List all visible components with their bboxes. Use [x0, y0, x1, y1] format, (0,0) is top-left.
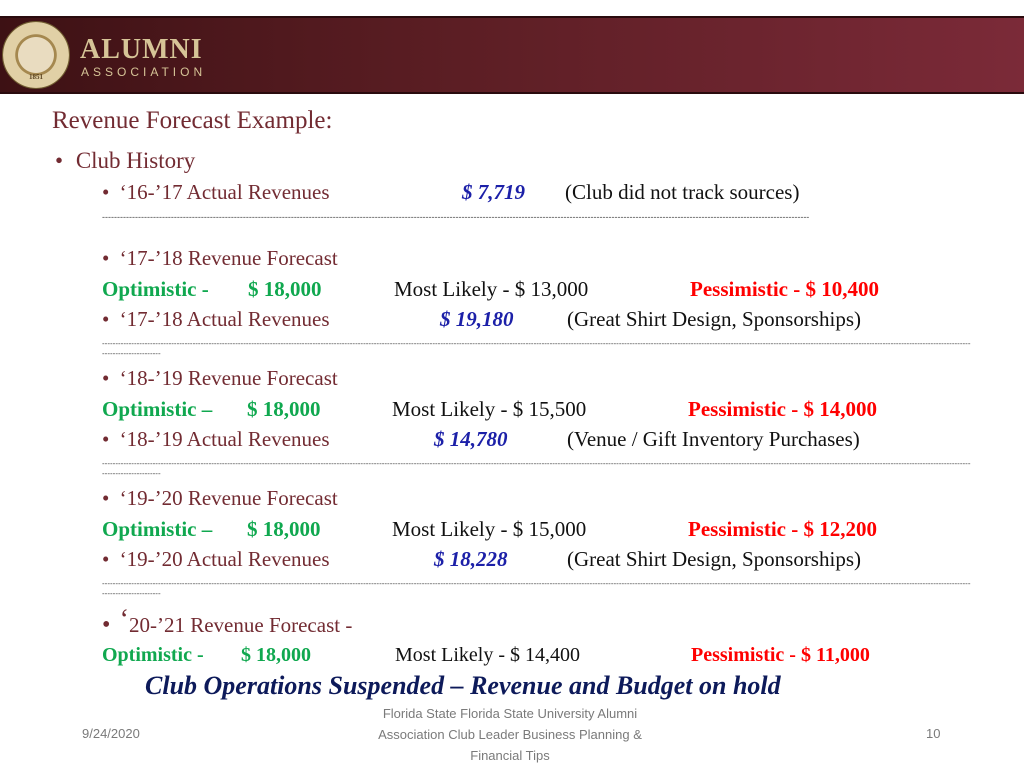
actual-amount: $ 18,228: [434, 547, 508, 571]
pessimistic: Pessimistic - $ 11,000: [691, 644, 870, 666]
most-likely: Most Likely - $ 13,000: [394, 277, 589, 301]
bullet-icon: •: [102, 486, 110, 510]
conclusion-statement: Club Operations Suspended – Revenue and Budget on hold: [145, 671, 781, 700]
footer-date: 9/24/2020: [82, 726, 140, 741]
bullet-icon: •: [102, 307, 110, 331]
pessimistic: Pessimistic - $ 12,200: [688, 517, 877, 541]
optimistic-label: Optimistic -: [102, 644, 204, 666]
bullet-icon: •: [102, 427, 110, 451]
row-label: ‘17-’18 Actual Revenues: [119, 307, 330, 331]
forecast-20-21-row: [102, 604, 353, 638]
footer-title-line: Financial Tips: [470, 748, 550, 763]
row-label: ‘18-’19 Revenue Forecast: [119, 366, 338, 390]
actual-note: (Club did not track sources): [565, 180, 800, 204]
footer-title: [340, 703, 680, 766]
most-likely: Most Likely - $ 15,500: [392, 397, 587, 421]
forecast-19-20-row: [102, 488, 338, 509]
logo-title: ALUMNI: [80, 34, 203, 65]
separator-line: ------------------------------------------------------------------------------------------------------------------------------------------------------------------------------------------------------------------------------------------------------------------------------------------------------------------------------------------------------------: [102, 339, 971, 358]
most-likely: Most Likely - $ 15,000: [392, 517, 587, 541]
bullet-icon: •: [102, 366, 110, 390]
forecast-18-19-row: [102, 368, 338, 389]
page-number: 10: [926, 726, 941, 741]
actual-19-20-row: [102, 549, 330, 570]
separator-line: ------------------------------------------------------------------------------------------------------------------------------------------------------------------------------------------------------------------------------------------------------------------------------------------------------------------------------------------------------------: [102, 579, 971, 598]
optimistic-value: $ 18,000: [248, 277, 322, 301]
bullet-icon: •: [102, 612, 111, 638]
section-label: Club History: [75, 148, 196, 173]
university-seal-logo: [2, 21, 70, 89]
actual-18-19-row: [102, 429, 330, 450]
bullet-icon: •: [102, 180, 110, 204]
row-label: ‘16-’17 Actual Revenues: [119, 180, 330, 204]
optimistic-value: $ 18,000: [241, 644, 311, 666]
optimistic-value: $ 18,000: [247, 517, 321, 541]
most-likely: Most Likely - $ 14,400: [395, 644, 580, 666]
footer-title-line: Association Club Leader Business Planning &: [378, 727, 642, 742]
actual-amount: $ 19,180: [440, 307, 514, 331]
forecast-17-18-row: [102, 248, 338, 269]
row-label: 20-’21 Revenue Forecast -: [128, 613, 353, 637]
actual-amount: $ 7,719: [462, 180, 525, 204]
row-label: ‘17-’18 Revenue Forecast: [119, 246, 338, 270]
footer-title-line: Florida State Florida State University Alumni: [382, 706, 638, 721]
separator-line: ------------------------------------------------------------------------------------------------------------------------------------------------------------------------------------------------------------------------------------------------------------------------------------------------------------------------------------------------------------: [102, 459, 971, 478]
actual-note: (Great Shirt Design, Sponsorships): [567, 307, 861, 331]
optimistic-label: Optimistic –: [102, 517, 213, 541]
pessimistic: Pessimistic - $ 10,400: [690, 277, 879, 301]
bullet-icon: •: [102, 246, 110, 270]
bullet-icon: •: [55, 148, 64, 173]
optimistic-label: Optimistic -: [102, 277, 209, 301]
pessimistic: Pessimistic - $ 14,000: [688, 397, 877, 421]
actual-17-18-row: [102, 309, 330, 330]
actual-note: (Great Shirt Design, Sponsorships): [567, 547, 861, 571]
row-label: ‘19-’20 Revenue Forecast: [119, 486, 338, 510]
section-club-history: [55, 149, 195, 172]
header-banner: [0, 16, 1024, 94]
slide-title: Revenue Forecast Example:: [52, 107, 333, 134]
actual-16-17-row: [102, 182, 330, 203]
bullet-icon: •: [102, 547, 110, 571]
open-quote-mark: ‘: [119, 604, 129, 635]
row-label: ‘19-’20 Actual Revenues: [119, 547, 330, 571]
seal-year: 1851: [29, 73, 43, 81]
actual-amount: $ 14,780: [434, 427, 508, 451]
row-label: ‘18-’19 Actual Revenues: [119, 427, 330, 451]
actual-note: (Venue / Gift Inventory Purchases): [567, 427, 860, 451]
logo-subtitle: ASSOCIATION: [81, 65, 207, 79]
separator-line: --------------------------------------------------------------------------------------------------------------------------------------------------------------------------------------------------------------------------------------------: [102, 212, 810, 222]
optimistic-value: $ 18,000: [247, 397, 321, 421]
optimistic-label: Optimistic –: [102, 397, 213, 421]
